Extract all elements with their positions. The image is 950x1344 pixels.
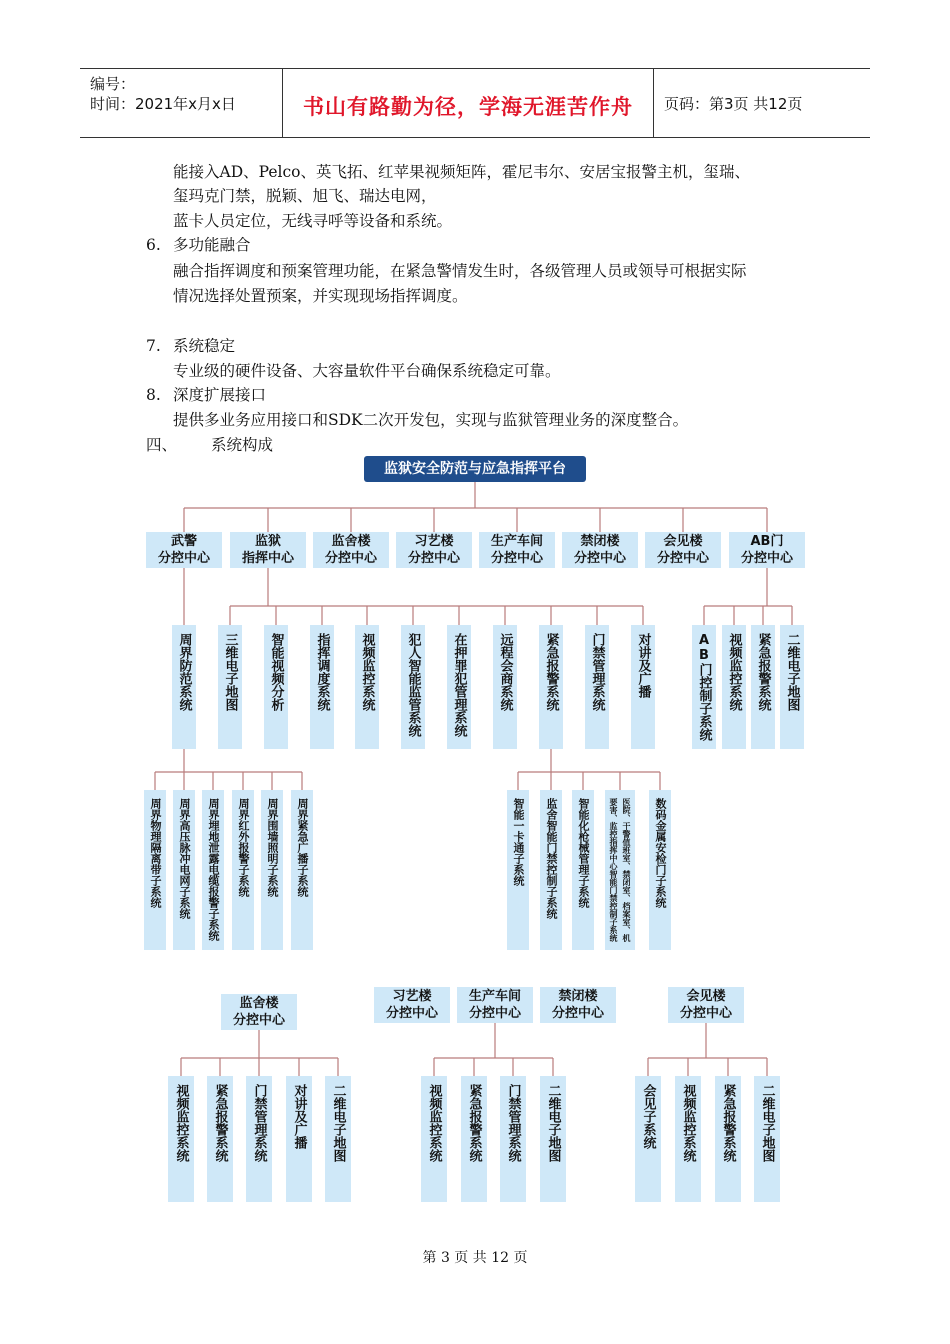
center-box: 监舍楼 分控中心 bbox=[313, 532, 389, 568]
system-label: 医院、干警值班室、禁闭室、档案室、机 bbox=[622, 798, 631, 942]
subsystem-box bbox=[291, 790, 313, 950]
system-label: 紧急报警系统 bbox=[212, 1084, 228, 1162]
system-box bbox=[286, 1076, 312, 1202]
system-label: 二维电子地图 bbox=[545, 1084, 561, 1162]
system-label: 周界防范系统 bbox=[176, 633, 192, 711]
system-label: 门禁管理系统 bbox=[505, 1084, 521, 1162]
section-number: 7. bbox=[146, 337, 161, 355]
system-label: 智能一卡通子系统 bbox=[512, 798, 525, 886]
system-label: 紧急报警系统 bbox=[755, 633, 771, 711]
system-label: 周界物理隔离带子系统 bbox=[149, 798, 162, 908]
paragraph-line: 情况选择处置预案，并实现现场指挥调度。 bbox=[173, 287, 468, 305]
system-label: 智能化枪械管理子系统 bbox=[577, 798, 590, 908]
system-box bbox=[264, 625, 288, 749]
system-label: 在押罪犯管理系统 bbox=[451, 633, 467, 737]
system-label: 犯人智能监管系统 bbox=[405, 633, 421, 737]
system-box bbox=[461, 1076, 487, 1202]
system-label: 门禁管理系统 bbox=[251, 1084, 267, 1162]
center-box: 生产车间 分控中心 bbox=[479, 532, 555, 568]
diagram-root: 监狱安全防范与应急指挥平台 bbox=[364, 456, 586, 482]
header-motto: 书山有路勤为径，学海无涯苦作舟 bbox=[303, 95, 633, 119]
center-box: 会见楼 分控中心 bbox=[668, 987, 744, 1023]
header-page-info: 页码：第3页 共12页 bbox=[664, 95, 803, 113]
system-label: 二维电子地图 bbox=[330, 1084, 346, 1162]
center-box: 监舍楼 分控中心 bbox=[221, 994, 297, 1030]
system-label: 周界紧急广播子系统 bbox=[296, 798, 309, 897]
center-box: 禁闭楼 分控中心 bbox=[562, 532, 638, 568]
center-box: 生产车间 分控中心 bbox=[457, 987, 533, 1023]
page-footer: 第 3 页 共 12 页 bbox=[422, 1250, 528, 1266]
system-box bbox=[421, 1076, 447, 1202]
system-label: 视频监控系统 bbox=[359, 633, 375, 711]
paragraph-line: 专业级的硬件设备、大容量软件平台确保系统稳定可靠。 bbox=[173, 362, 561, 380]
center-box: 禁闭楼 分控中心 bbox=[540, 987, 616, 1023]
system-label: 周界围墙照明子系统 bbox=[266, 798, 279, 897]
system-box bbox=[447, 625, 471, 749]
system-box bbox=[751, 625, 775, 749]
system-label: 监舍智能门禁控制子系统 bbox=[545, 798, 558, 919]
system-box bbox=[540, 1076, 566, 1202]
system-label: 视频监控系统 bbox=[680, 1084, 696, 1162]
system-label: 紧急报警系统 bbox=[720, 1084, 736, 1162]
subsystem-box bbox=[202, 790, 224, 950]
center-box: 习艺楼 分控中心 bbox=[374, 987, 450, 1023]
system-box bbox=[780, 625, 804, 749]
subsystem-box bbox=[540, 790, 562, 950]
section-title: 系统稳定 bbox=[173, 337, 236, 355]
system-label: 智能视频分析 bbox=[268, 633, 284, 711]
center-box: 会见楼 分控中心 bbox=[645, 532, 721, 568]
system-box bbox=[218, 625, 242, 749]
system-box bbox=[500, 1076, 526, 1202]
center-box: 习艺楼 分控中心 bbox=[396, 532, 472, 568]
system-box bbox=[539, 625, 563, 749]
section-number: 6. bbox=[146, 236, 161, 254]
subsystem-box bbox=[572, 790, 594, 950]
paragraph-line: 提供多业务应用接口和SDK二次开发包，实现与监狱管理业务的深度整合。 bbox=[173, 411, 689, 429]
subsystem-box bbox=[261, 790, 283, 950]
system-box bbox=[631, 625, 655, 749]
paragraph-line: 融合指挥调度和预案管理功能，在紧急警情发生时，各级管理人员或领导可根据实际 bbox=[173, 262, 747, 280]
system-label: 三维电子地图 bbox=[222, 633, 238, 711]
section-number: 四、 bbox=[146, 436, 178, 454]
system-box bbox=[692, 625, 716, 749]
system-box bbox=[355, 625, 379, 749]
system-label: 要害、监控指挥中心智能门禁控制子系统 bbox=[609, 798, 618, 942]
system-label: 周界埋地泄露电缆报警子系统 bbox=[207, 798, 220, 941]
system-label: 视频监控系统 bbox=[726, 633, 742, 711]
doc-number-label: 编号： bbox=[90, 75, 136, 93]
system-box bbox=[754, 1076, 780, 1202]
subsystem-box bbox=[649, 790, 671, 950]
paragraph-line: 玺玛克门禁，脱颖、旭飞、瑞达电网， bbox=[173, 187, 437, 205]
system-label: 远程会商系统 bbox=[497, 633, 513, 711]
system-label: 视频监控系统 bbox=[426, 1084, 442, 1162]
doc-time-label: 时间：2021年x月x日 bbox=[90, 95, 236, 113]
system-box bbox=[310, 625, 334, 749]
section-title: 多功能融合 bbox=[173, 236, 251, 254]
system-box bbox=[207, 1076, 233, 1202]
section-title: 深度扩展接口 bbox=[173, 386, 267, 404]
center-box: AB门 分控中心 bbox=[729, 532, 805, 568]
system-box bbox=[585, 625, 609, 749]
system-box bbox=[168, 1076, 194, 1202]
system-box bbox=[493, 625, 517, 749]
system-box bbox=[675, 1076, 701, 1202]
subsystem-box bbox=[507, 790, 529, 950]
system-box bbox=[635, 1076, 661, 1202]
subsystem-box bbox=[144, 790, 166, 950]
center-box: 武警 分控中心 bbox=[146, 532, 222, 568]
section-title: 系统构成 bbox=[211, 436, 274, 454]
subsystem-box bbox=[232, 790, 254, 950]
system-label: 二维电子地图 bbox=[784, 633, 800, 711]
subsystem-box bbox=[605, 790, 635, 950]
subsystem-box bbox=[173, 790, 195, 950]
system-label: 数码金属安检门子系统 bbox=[654, 798, 667, 908]
system-label: 会见子系统 bbox=[640, 1084, 656, 1149]
system-label: AB门控制子系统 bbox=[696, 633, 712, 741]
paragraph-line: 蓝卡人员定位，无线寻呼等设备和系统。 bbox=[173, 212, 453, 230]
paragraph-line: 能接入AD、Pelco、英飞拓、红苹果视频矩阵，霍尼韦尔、安居宝报警主机，玺瑞、 bbox=[173, 163, 750, 181]
system-label: 对讲及广播 bbox=[291, 1084, 307, 1149]
section-number: 8. bbox=[146, 386, 161, 404]
center-box: 监狱 指挥中心 bbox=[230, 532, 306, 568]
system-label: 周界红外报警子系统 bbox=[237, 798, 250, 897]
system-box bbox=[722, 625, 746, 749]
system-box bbox=[246, 1076, 272, 1202]
system-label: 周界高压脉冲电网子系统 bbox=[178, 798, 191, 919]
system-box bbox=[401, 625, 425, 749]
system-label: 门禁管理系统 bbox=[589, 633, 605, 711]
system-label: 紧急报警系统 bbox=[466, 1084, 482, 1162]
system-label: 视频监控系统 bbox=[173, 1084, 189, 1162]
system-box bbox=[325, 1076, 351, 1202]
system-box bbox=[715, 1076, 741, 1202]
system-label: 对讲及广播 bbox=[635, 633, 651, 698]
system-label: 紧急报警系统 bbox=[543, 633, 559, 711]
system-box bbox=[172, 625, 196, 749]
system-label: 二维电子地图 bbox=[759, 1084, 775, 1162]
system-label: 指挥调度系统 bbox=[314, 633, 330, 711]
